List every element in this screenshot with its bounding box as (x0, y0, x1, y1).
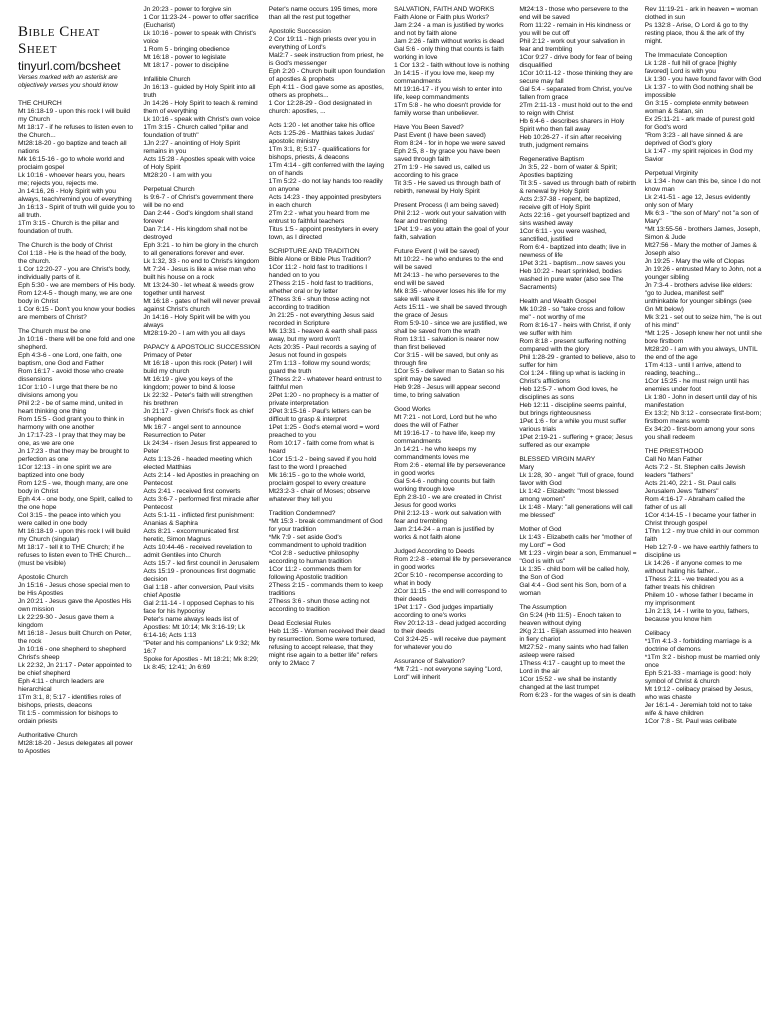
verse-paragraph: Tradition Condemned? *Mt 15:3 - break commandment of God for your tradition *Mk 7:9 - set aside God's commandment to uphold tradition *Col 2:8 - seductive philosophy according to human tradition 1Cor 11:2 - commends them for following Apostolic tradition 2Thess 2:15 - commands them to keep traditions 2Thess 3:6 - shun those acting not according to tradition (268, 510, 383, 613)
verse-paragraph: Good Works Mt 7:21 - not Lord, Lord but he who does the will of Father Mt 19:16-17 - to have life, keep my commandments Jn 14:21 - he who keeps my commandments loves me Rom 2:6 - eternal life by perseverance in good works Gal 5:4-6 - nothing counts but faith working through love Eph 2:8-10 - we are created in Christ Jesus for good works Phil 2:12-13 - work out salvation with fear and trembling Jam 2:14-24 - a man is justified by works & not faith alone (393, 406, 506, 541)
verse-paragraph: Present Process (I am being saved) Phil 2:12 - work out your salvation with fear and trembling 1Pet 1:9 - as you attain the goal of your faith, salvation (393, 202, 509, 241)
verse-paragraph: Mother of God Lk 1:43 - Elizabeth calls her "mother of my Lord" = God Mt 1:23 - virgin bear a son, Emmanuel = "God is with us" Lk 1:35 - child born will be called holy, the Son of God Gal 4:4 - God sent his Son, born of a woman (519, 526, 637, 597)
verse-paragraph: The Immaculate Conception Lk 1:28 - full hill of grace [highly favored] Lord is with you Lk 1:30 - you have found favor with God Lk 1:37 - to with God nothing shall be impossible Gn 3:15 - complete enmity between woman & Satan, sin Ex 25:11-21 - ark made of purest gold for God's word "Rom 3:23 - all have sinned & are deprived of God's glory Lk 1:47 - my spirit rejoices in God my Savior (644, 52, 762, 163)
verse-paragraph: The Church is the body of Christ Col 1:18 - He is the head of the body, the church. 1 Cor 12:20-27 - you are Christ's body, individually parts of it. Eph 5:30 - we are members of His body. Rom 12:4-5 - though many, we are one body in Christ 1 Cor 6:15 - Don't you know your bodies are members of Christ? (18, 242, 136, 322)
column-2 (143, 6, 260, 1024)
column-3 (269, 6, 386, 1024)
verse-paragraph: Mt24:13 - those who persevere to the end will be saved Rom 11:22 - remain in His kindness or you will be cut off Phil 2:12 - work out your salvation in fear and trembling 1Cor 9:27 - drive body for fear of being disqualified 1Cor 10:11-12 - those thinking they are secure may fall Gal 5:4 - separated from Christ, you've fallen from grace 2Tm 2:11-13 - must hold out to the end to reign with Christ Hb 6:4-6 - describes sharers in Holy Spirit who then fall away Heb 10:26-27 - if sin after receiving truth, judgment remains (519, 6, 633, 149)
verse-paragraph: SALVATION, FAITH AND WORKS Faith Alone or Faith plus Works? Jam 2:24 - a man is justified by works and not by faith alone Jam 2:26 - faith without works is dead Gal 5:6 - only thing that counts is faith working in love 1 Cor 13:2 - faith without love is nothing Jn 14:15 - if you love me, keep my commandments Mt 19:16-17 - if you wish to enter into life, keep commandments 1Tm 5:8 - he who doesn't provide for family worse than unbeliever. (393, 6, 510, 117)
verse-paragraph: Perpetual Virginity Lk 1:34 - how can this be, since I do not know man Lk 2:41-51 - age 12, Jesus evidently only son of Mary Mk 6:3 - "the son of Mary" not "a son of Mary" *Mt 13:55-56 - brothers James, Joseph, Simon & Jude Mt27:56 - Mary the mother of James & Joseph also Jn 19:25 - Mary the wife of Clopas Jn 19:26 - entrusted Mary to John, not a younger sibling Jn 7:3-4 - brothers advise like elders: "go to Judea, manifest self" unthinkable for younger siblings (see Gn Mt below) Mk 3:21 - set out to seize him, "he is out of his mind" *Mt 1:25 - Joseph knew her not until she bore firstborn Mt28:20 - I am with you always, UNTIL the end of the age 1Tm 4:13 - until I arrive, attend to reading, teaching... 1Cor 15:25 - he must reign until has enemies under foot Lk 1:80 - John in desert until day of his manifestation Ex 13:2; Nb 3:12 - consecrate first-born; firstborn means womb Ex 34:20 - first-born among your sons you shall redeem (644, 170, 762, 441)
verse-paragraph: Judged According to Deeds Rom 2:2-8 - eternal life by perseverance in good works 2Cor 5:10 - recompense according to what in body 2Cor 11:15 - the end will correspond to their deeds 1Pet 1:17 - God judges impartially according to one's works Rev 20:12-13 - dead judged according to their deeds Col 3:24-25 - will receive due payment for whatever you do (393, 548, 512, 651)
column-body (269, 6, 386, 668)
column-6 (645, 6, 762, 1024)
verse-paragraph: The Church must be one Jn 10:16 - there will be one fold and one shepherd. Eph 4:3-6 - one Lord, one faith, one baptism, one God and Father Rom 16:17 - avoid those who create dissensions 1Cor 1:10 - I urge that there be no divisions among you Phil 2:2 - be of same mind, united in heart thinking one thing Rom 15:5 - God grant you to think in harmony with one another Jn 17:17-23 - I pray that they may be one, as we are one Jn 17:23 - that they may be brought to perfection as one 1Cor 12:13 - in one spirit we are baptized into one body Rom 12:5 - we, though many, are one body in Christ Eph 4:4 - one body, one Spirit, called to the one hope Col 3:15 - the peace into which you were called in one body Mt 16:18-19 - upon this rock I will build my Church (singular) Mt 18:17 - tell it to THE Church; if he refuses to listen even to THE Church... (must be visible) (18, 328, 135, 568)
column-body (519, 6, 636, 700)
column-5 (519, 6, 636, 1024)
section (143, 76, 260, 672)
section (645, 6, 762, 726)
verse-paragraph: Mt 16:18-19 - upon this rock I will build my Church Mt 18:17 - if he refuses to listen even to the Church... Mt28:18-20 - go baptize and teach all nations Mk 16:15-16 - go to whole world and proclaim gospel Lk 10:16 - whoever hears you, hears me; rejects you, rejects me. Jn 14:16, 26 - Holy Spirit with you always, teach/remind you of everything Jn 16:13 - Spirit of truth will guide you to all truth. 1Tm 3:15 - Church is the pillar and foundation of truth. (18, 108, 135, 236)
document-title: Bible Cheat Sheet (18, 24, 100, 57)
section (519, 6, 636, 700)
verse-paragraph: Rev 11:19-21 - ark in heaven = woman clothed in sun Ps 132:8 - Arise, O Lord & go to thy resting place, thou & the ark of thy might. (644, 6, 758, 45)
section (269, 6, 386, 668)
document-url: tinyurl.com/bcsheet (18, 59, 121, 73)
verse-paragraph: THE PRIESTHOOD Call No Man Father Acts 7:2 - St. Stephen calls Jewish leaders "fathers" Acts 21:40, 22:1 - St. Paul calls Jerusalem Jews "fathers" Rom 4:16-17 - Abraham called the father of us all 1Cor 4:14-15 - I became your father in Christ through gospel 1Thn 1:2 - my true child in our common faith Heb 12:7-9 - we have earthly fathers to discipline us Lk 14:26 - if anyone comes to me without hating his father... 1Thess 2:11 - we treated you as a father treats his children Philem 10 - whose father I became in my imprisonment 1Jn 2:13, 14 - I write to you, fathers, because you know him (644, 448, 760, 623)
section (394, 6, 511, 682)
verse-paragraph: Apostolic Succession 2 Cor 19:11 - high priests over you in everything of Lord's Mal2:7 - seek instruction from priest, he is God's messenger Eph 2:20 - Church built upon foundation of apostles & prophets Eph 4:11 - God gave some as apostles, others as prophets... 1 Cor 12:28-29 - God designated in church: apostles, ... (268, 28, 385, 115)
column-body (394, 6, 511, 682)
column-body (143, 6, 260, 672)
verse-paragraph: SCRIPTURE AND TRADITION Bible Alone or Bible Plus Tradition? 1Cor 11:2 - hold fast to traditions I handed on to you 2Thess 2:15 - hold fast to traditions, whether oral or by letter 2Thess 3:6 - shun those acting not according to tradition Jn 21:25 - not everything Jesus said recorded in Scripture Mk 13:31 - heaven & earth shall pass away, but my word won't Acts 20:35 - Paul records a saying of Jesus not found in gospels 2Tm 1:13 - follow my sound words; guard the truth 2Thess 2:2 - whatever heard entrust to faithful men 2Pet 1:20 - no prophecy is a matter of private interpretation 2Pet 3:15-16 - Paul's letters can be difficult to grasp & interpret 1Pet 1:25 - God's eternal word = word preached to you Rom 10:17 - faith come from what is heard 1Cor 15:1-2 - being saved if you hold fast to the word I preached Mk 16:15 - go to the whole world, proclaim gospel to every creature Mt23:2-3 - chair of Moses; observe whatever they tell you (268, 248, 382, 503)
verse-paragraph: Health and Wealth Gospel Mk 10:28 - so "take cross and follow me" - not worthy of me Rom 8:16-17 - heirs with Christ, if only we suffer with him Rom 8:18 - present suffering nothing compared with the glory Phil 1:28-29 - granted to believe, also to suffer for him Col 1:24 - filling up what is lacking in Christ's afflictions Heb 12:5-7 - whom God loves, he disciplines as sons Heb 12:11 - discipline seems painful, but brings righteousness 1Pet 1:6 - for a while you must suffer various trials 1Pet 2:19-21 - suffering + grace; Jesus suffered as our example (519, 298, 636, 449)
verse-paragraph: Peter's name occurs 195 times, more than all the rest put together (268, 6, 378, 21)
column-4 (394, 6, 511, 1024)
verse-paragraph: Regenerative Baptism Jn 3:5, 22 - born of water & Spirit; Apostles baptizing Tit 3:5 - saved us through bath of rebirth & renewal by Holy Spirit Acts 2:37-38 - repent, be baptized, receive gift of Holy Spirit Acts 22:16 - get yourself baptized and sins washed away 1Cor 6:11 - you were washed, sanctified, justified Rom 6:4 - baptized into death; live in newness of life 1Pet 3:21 - baptism...now saves you Heb 10:22 - heart sprinkled, bodies washed in pure water (also see The Sacraments) (519, 156, 636, 291)
verse-paragraph: PAPACY & APOSTOLIC SUCCESSION Primacy of Peter Mt 16:18 - upon this rock (Peter) I will build my church Mt 16:19 - give you keys of the kingdom; power to bind & loose Lk 22:32 - Peter's faith will strengthen his brethren Jn 21:17 - given Christ's flock as chief shepherd Mk 16:7 - angel sent to announce Resurrection to Peter Lk 24:34 - risen Jesus first appeared to Peter Acts 1:13-26 - headed meeting which elected Matthias Acts 2:14 - led Apostles in preaching on Pentecost Acts 2:41 - received first converts Acts 3:6-7 - performed first miracle after Pentecost Acts 5:1-11 - inflicted first punishment: Ananias & Saphira Acts 8:21 - excommunicated first heretic, Simon Magnus Acts 10:44-46 - received revelation to admit Gentiles into Church Acts 15:7 - led first council in Jerusalem Acts 15:19 - pronounces first dogmatic decision Gal 1:18 - after conversion, Paul visits chief Apostle Gal 2:11-14 - I opposed Cephas to his face for his hypocrisy Peter's name always leads list of Apostles: Mt 10:14; Mk 3:16-19; Lk 6:14-16; Acts 1:13 "Peter and his companions" Lk 9:32; Mk 16:7 Spoke for Apostles - Mt 18:21; Mk 8:29; Lk 8:45; 12:41; Jn 6:69 (143, 344, 260, 671)
verse-paragraph: Perpetual Church Is 9:6-7 - of Christ's government there will be no end Dan 2:44 - God's kingdom shall stand forever Dan 7:14 - His kingdom shall not be destroyed Eph 3:21 - to him be glory in the church to all generations forever and ever. Lk 1:32, 33 - no end to Christ's kingdom Mt 7:24 - Jesus is like a wise man who built his house on a rock Mt 13:24-30 - let wheat & weeds grow together until harvest Mt 16:18 - gates of hell will never prevail against Christ's church Jn 14:16 - Holy Spirit will be with you always Mt28:19-20 - I am with you all days (143, 186, 261, 337)
document-note: Verses marked with an asterisk are objectively verses you should know (18, 74, 118, 89)
section (18, 100, 135, 756)
section (143, 6, 260, 70)
verse-paragraph: Infallible Church Jn 16:13 - guided by Holy Spirit into all truth Jn 14:26 - Holy Spirit to teach & remind them of everything Lk 10:16 - speak with Christ's own voice 1Tm 3:15 - Church called "pillar and foundation of truth" 1Jn 2:27 - anointing of Holy Spirit remains in you Acts 15:28 - Apostles speak with voice of Holy Spirit Mt28:20 - I am with you (143, 76, 261, 179)
column-body (18, 100, 135, 756)
column-1 (18, 6, 135, 1024)
column-body (645, 6, 762, 726)
verse-paragraph: Jn 20:23 - power to forgive sin 1 Cor 11:23-24 - power to offer sacrifice (Eucharist) Lk 10:16 - power to speak with Christ's voice 1 Rom 5 - bringing obedience Mt 16:18 - power to legislate Mt 18:17 - power to discipline (143, 6, 259, 69)
verse-paragraph: BLESSED VIRGIN MARY Mary Lk 1:28, 30 - angel: "full of grace, found favor with God Lk 1:42 - Elizabeth: "most blessed among women" Lk 1:48 - Mary: "all generations will call me blessed" (519, 456, 634, 519)
section-heading: THE CHURCH (18, 100, 62, 108)
verse-paragraph: Apostolic Church Jn 15:16 - Jesus chose special men to be His Apostles Jn 20:21 - Jesus gave the Apostles His own mission Lk 22:29-30 - Jesus gave them a kingdom Mt 16:18 - Jesus built Church on Peter, the rock Jn 10:16 - one shepherd to shepherd Christ's sheep Lk 22:32, Jn 21:17 - Peter appointed to be chief shepherd Eph 4:11 - church leaders are hierarchical 1Tm 3:1, 8; 5:17 - identifies roles of bishops, priests, deacons Tit 1:5 - commission for bishops to ordain priests (18, 574, 132, 726)
verse-paragraph: Dead Ecclesial Rules Heb 11:35 - Women received their dead by resurrection. Some were tortured, refusing to accept release, that they might rise again to a better life" refers only to 2Macc 7 (268, 620, 385, 667)
verse-paragraph: Have You Been Saved? Past Event (I have been saved) Rom 8:24 - for in hope we were saved Eph 2:5, 8 - by grace you have been saved through faith 2Tm 1:9 - He saved us, called us according to his grace Tit 3:5 - He saved us through bath of rebirth, renewal by Holy Spirit (393, 124, 506, 195)
verse-paragraph: Authoritative Church Mt28:18-20 - Jesus delegates all power to Apostles (18, 732, 133, 756)
verse-paragraph: Celibacy *1Tm 4:1-3 - forbidding marriage is a doctrine of demons *1Tm 3:2 - bishop must be married only once Eph 5:21-33 - marriage is good: holy symbol of Christ & church Mt 19:12 - celibacy praised by Jesus, who was chaste Jer 16:1-4 - Jeremiah told not to take wife & have children 1Cor 7:8 - St. Paul was celibate (644, 630, 760, 725)
verse-paragraph: Assurance of Salvation? *Mt 7:21 - not everyone saying "Lord, Lord" will inherit (393, 658, 503, 681)
verse-paragraph: The Assumption Gn 5:24 (Hb 11:5) - Enoch taken to heaven without dying 2Kg 2:11 - Elijah assumed into heaven in fiery chariot Mt27:52 - many saints who had fallen asleep were raised 1Thess 4:17 - caught up to meet the Lord in the air 1Cor 15:52 - we shall be instantly changed at the last trumpet Rom 6:23 - for the wages of sin is death (519, 604, 636, 699)
verse-paragraph: Future Event (I will be saved) Mt 10:22 - he who endures to the end will be saved Mt 24:13 - he who perseveres to the end will be saved Mk 8:35 - whoever loses his life for my sake will save it Acts 15:11 - we shall be saved through the grace of Jesus Rom 5:9-10 - since we are justified, we shall be saved from the wrath Rom 13:11 - salvation is nearer now than first believed Cor 3:15 - will be saved, but only as through fire 1Cor 5:5 - deliver man to Satan so his spirit may be saved Heb 9:28 - Jesus will appear second time, to bring salvation (393, 248, 508, 399)
verse-paragraph: Acts 1:20 - let another take his office Acts 1:25-26 - Matthias takes Judas' apostolic ministry 1Tm 3:1, 8; 5:17 - qualifications for bishops, priests, & deacons 1Tm 4:14 - gift conferred with the laying on of hands 1Tm 5:22 - do not lay hands too readily on anyone Acts 14:23 - they appointed presbyters in each church 2Tm 2:2 - what you heard from me entrust to faithful teachers Titus 1:5 - appoint presbyters in every town, as I directed (268, 122, 385, 241)
